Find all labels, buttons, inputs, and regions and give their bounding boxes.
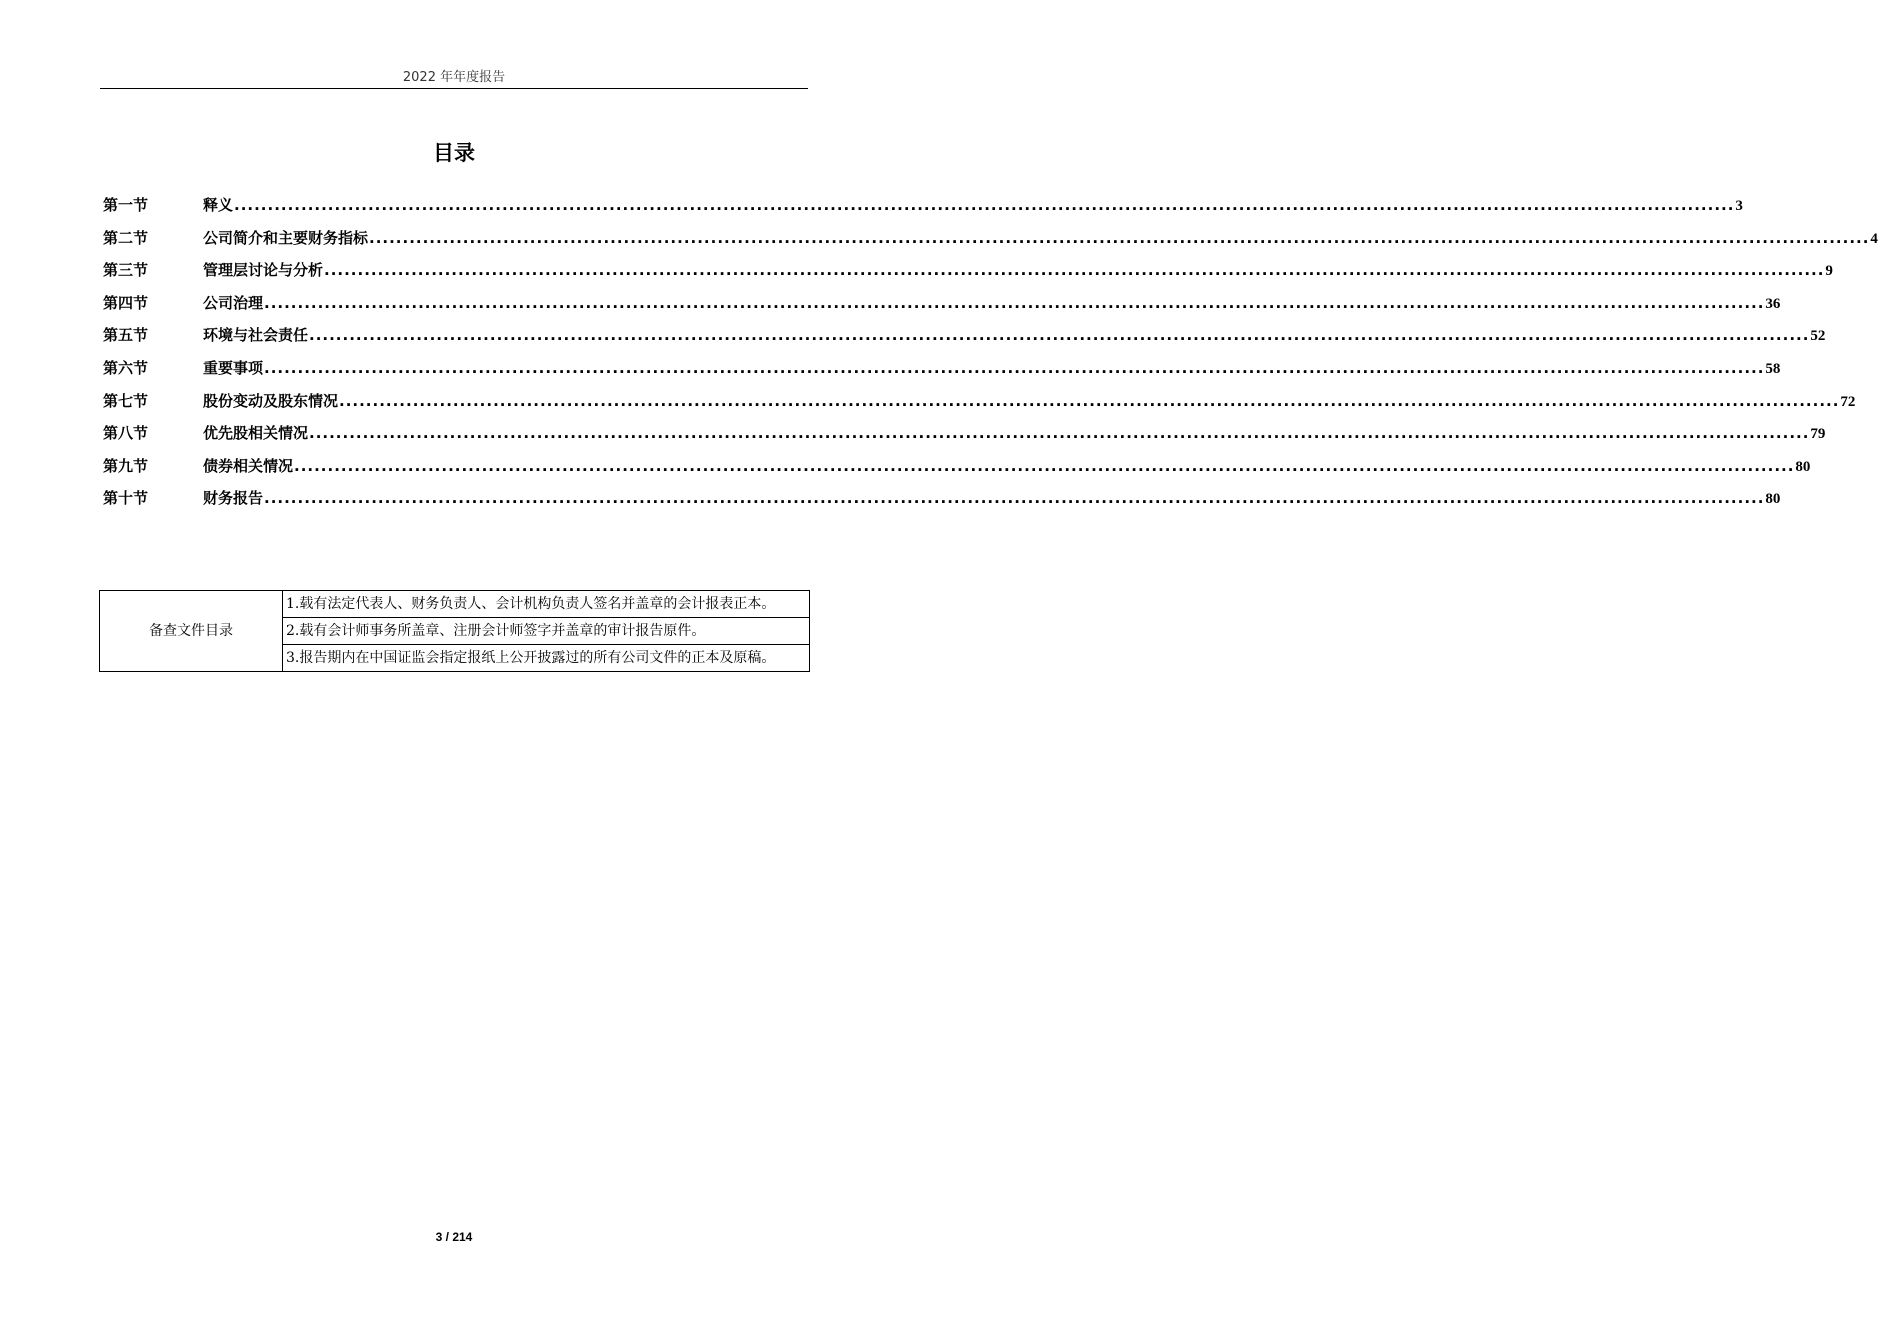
toc-page-number: 72 — [1840, 393, 1856, 410]
reference-document-item: 3.报告期内在中国证监会指定报纸上公开披露过的所有公司文件的正本及原稿。 — [283, 645, 810, 672]
toc-section-number: 第六节 — [103, 358, 149, 377]
toc-entry-label: 环境与社会责任 — [203, 326, 309, 345]
toc-dot-leader: ................................................................................................................................................................................................................................ — [264, 358, 1765, 377]
toc-dot-leader: ................................................................................................................................................................................................................................ — [309, 326, 1810, 345]
toc-page-number: 9 — [1825, 263, 1833, 280]
toc-entry-label: 释义 — [203, 196, 234, 214]
toc-dot-leader: ................................................................................................................................................................................................................................ — [264, 489, 1765, 508]
toc-entry[interactable] — [103, 194, 1743, 227]
toc-entry[interactable] — [103, 455, 1811, 488]
reference-documents-table — [99, 590, 810, 672]
toc-title: 目录 — [433, 141, 475, 165]
toc-entry[interactable] — [103, 357, 1781, 390]
table-row — [100, 591, 810, 618]
toc-entry-label: 债券相关情况 — [203, 456, 294, 475]
toc-dot-leader: ................................................................................................................................................................................................................................ — [369, 228, 1870, 247]
reference-documents-label: 备查文件目录 — [100, 591, 283, 672]
toc-entry-label: 重要事项 — [203, 358, 264, 377]
toc-dot-leader: ................................................................................................................................................................................................................................ — [264, 293, 1765, 312]
header-rule — [100, 88, 808, 89]
toc-page-number: 80 — [1795, 458, 1811, 475]
toc-entry-label: 管理层讨论与分析 — [203, 261, 324, 280]
toc-page-number: 79 — [1810, 426, 1826, 443]
toc-entry[interactable] — [103, 390, 1856, 423]
toc-entry[interactable] — [103, 324, 1826, 357]
table-of-contents — [103, 194, 1878, 520]
toc-page-number: 52 — [1810, 328, 1826, 345]
toc-section-number: 第八节 — [103, 424, 149, 443]
toc-page-number: 80 — [1765, 491, 1781, 508]
toc-dot-leader: ................................................................................................................................................................................................................................ — [294, 456, 1795, 475]
running-header: 2022 年年度报告 — [402, 70, 506, 85]
toc-page-number: 3 — [1735, 198, 1743, 214]
toc-entry-label: 优先股相关情况 — [203, 424, 309, 443]
toc-section-number: 第七节 — [103, 391, 149, 410]
toc-entry-label: 财务报告 — [203, 489, 264, 508]
toc-entry-label: 公司治理 — [203, 293, 264, 312]
toc-dot-leader: ................................................................................................................................................................................................................................ — [324, 261, 1825, 280]
toc-entry-label: 股份变动及股东情况 — [203, 391, 339, 410]
toc-entry-label: 公司简介和主要财务指标 — [203, 228, 369, 247]
toc-entry[interactable] — [103, 487, 1781, 520]
toc-dot-leader: ................................................................................................................................................................................................................................ — [234, 196, 1735, 214]
reference-document-item: 1.载有法定代表人、财务负责人、会计机构负责人签名并盖章的会计报表正本。 — [283, 591, 810, 618]
toc-section-number: 第四节 — [103, 293, 149, 312]
toc-section-number: 第五节 — [103, 326, 149, 345]
toc-entry[interactable] — [103, 259, 1833, 292]
toc-page-number: 58 — [1765, 360, 1781, 377]
toc-section-number: 第十节 — [103, 489, 149, 508]
toc-page-number: 36 — [1765, 295, 1781, 312]
toc-section-number: 第九节 — [103, 456, 149, 475]
page-indicator: 3 / 214 — [435, 1230, 473, 1244]
toc-dot-leader: ................................................................................................................................................................................................................................ — [309, 424, 1810, 443]
toc-section-number: 第三节 — [103, 261, 149, 280]
toc-section-number: 第二节 — [103, 228, 149, 247]
reference-document-item: 2.载有会计师事务所盖章、注册会计师签字并盖章的审计报告原件。 — [283, 618, 810, 645]
toc-page-number: 4 — [1870, 230, 1878, 247]
toc-entry[interactable] — [103, 292, 1781, 325]
toc-dot-leader: ................................................................................................................................................................................................................................ — [339, 391, 1840, 410]
toc-entry[interactable] — [103, 422, 1826, 455]
toc-section-number: 第一节 — [103, 196, 149, 214]
toc-entry[interactable] — [103, 227, 1878, 260]
